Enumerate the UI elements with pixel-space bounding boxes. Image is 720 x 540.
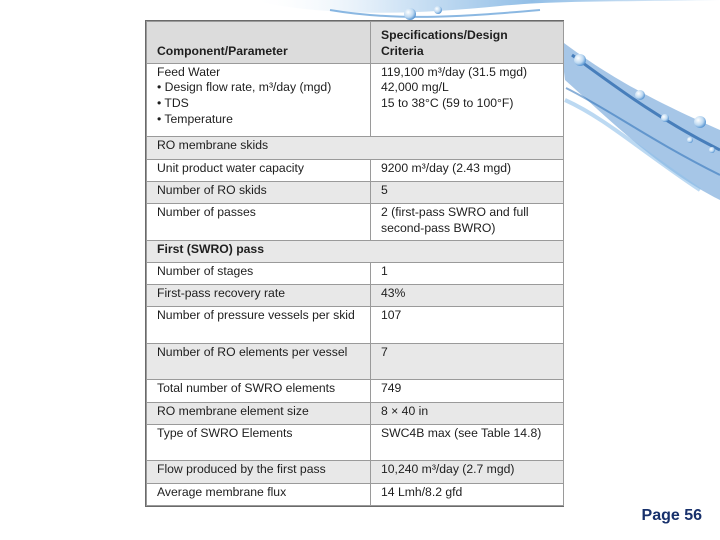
parameter-value: 8 × 40 in: [371, 402, 564, 424]
specifications-table-container: [145, 20, 564, 507]
table-row: [147, 461, 564, 483]
table-row: [147, 402, 564, 424]
feed-water-value: 42,000 mg/L: [381, 80, 449, 95]
section-row-first-pass: [147, 240, 564, 262]
table-row: [147, 343, 564, 379]
table-row: [147, 204, 564, 240]
table-row: [147, 424, 564, 460]
parameter-value: 1: [371, 262, 564, 284]
table-row: [147, 483, 564, 505]
parameter-value: 7: [371, 343, 564, 379]
feed-water-title: Feed Water: [157, 64, 221, 79]
parameter-label: Number of pressure vessels per skid: [147, 307, 371, 343]
parameter-label: First-pass recovery rate: [147, 285, 371, 307]
specifications-table: [146, 21, 564, 506]
parameter-label: Number of RO skids: [147, 181, 371, 203]
table-row: [147, 285, 564, 307]
feed-water-row: [147, 63, 564, 137]
parameter-value: 2 (first-pass SWRO and full second-pass BWRO): [371, 204, 564, 240]
parameter-value: 43%: [371, 285, 564, 307]
table-row: [147, 380, 564, 402]
parameter-value: 10,240 m³/day (2.7 mgd): [371, 461, 564, 483]
parameter-value: 9200 m³/day (2.43 mgd): [371, 159, 564, 181]
feed-water-title-value: 119,100 m³/day (31.5 mgd): [381, 64, 528, 79]
table-row: [147, 181, 564, 203]
column-header-specifications: Specifications/Design Criteria: [371, 22, 564, 64]
parameter-value: 5: [371, 181, 564, 203]
table-header-row: [147, 22, 564, 64]
table-row: [147, 159, 564, 181]
parameter-label: Total number of SWRO elements: [147, 380, 371, 402]
parameter-label: RO membrane element size: [147, 402, 371, 424]
parameter-label: Unit product water capacity: [147, 159, 371, 181]
feed-water-item: • TDS: [157, 96, 189, 111]
feed-water-item: • Temperature: [157, 112, 233, 127]
table-row: [147, 307, 564, 343]
parameter-label: Number of RO elements per vessel: [147, 343, 371, 379]
parameter-label: Type of SWRO Elements: [147, 424, 371, 460]
parameter-value: 107: [371, 307, 564, 343]
parameter-value: SWC4B max (see Table 14.8): [371, 424, 564, 460]
parameter-label: Number of passes: [147, 204, 371, 240]
column-header-component: Component/Parameter: [147, 22, 371, 64]
table-row: [147, 262, 564, 284]
page-number: Page 56: [641, 507, 702, 524]
parameter-label: Average membrane flux: [147, 483, 371, 505]
parameter-value: 14 Lmh/8.2 gfd: [371, 483, 564, 505]
parameter-label: Number of stages: [147, 262, 371, 284]
feed-water-label-cell: [147, 63, 371, 137]
section-heading-first-pass: First (SWRO) pass: [147, 240, 564, 262]
feed-water-value: 15 to 38°C (59 to 100°F): [381, 96, 514, 111]
feed-water-value-cell: [371, 63, 564, 137]
section-row-ro-skids: [147, 137, 564, 159]
feed-water-item: • Design flow rate, m³/day (mgd): [157, 80, 332, 95]
parameter-value: 749: [371, 380, 564, 402]
parameter-label: Flow produced by the first pass: [147, 461, 371, 483]
section-heading-ro-skids: RO membrane skids: [147, 137, 564, 159]
